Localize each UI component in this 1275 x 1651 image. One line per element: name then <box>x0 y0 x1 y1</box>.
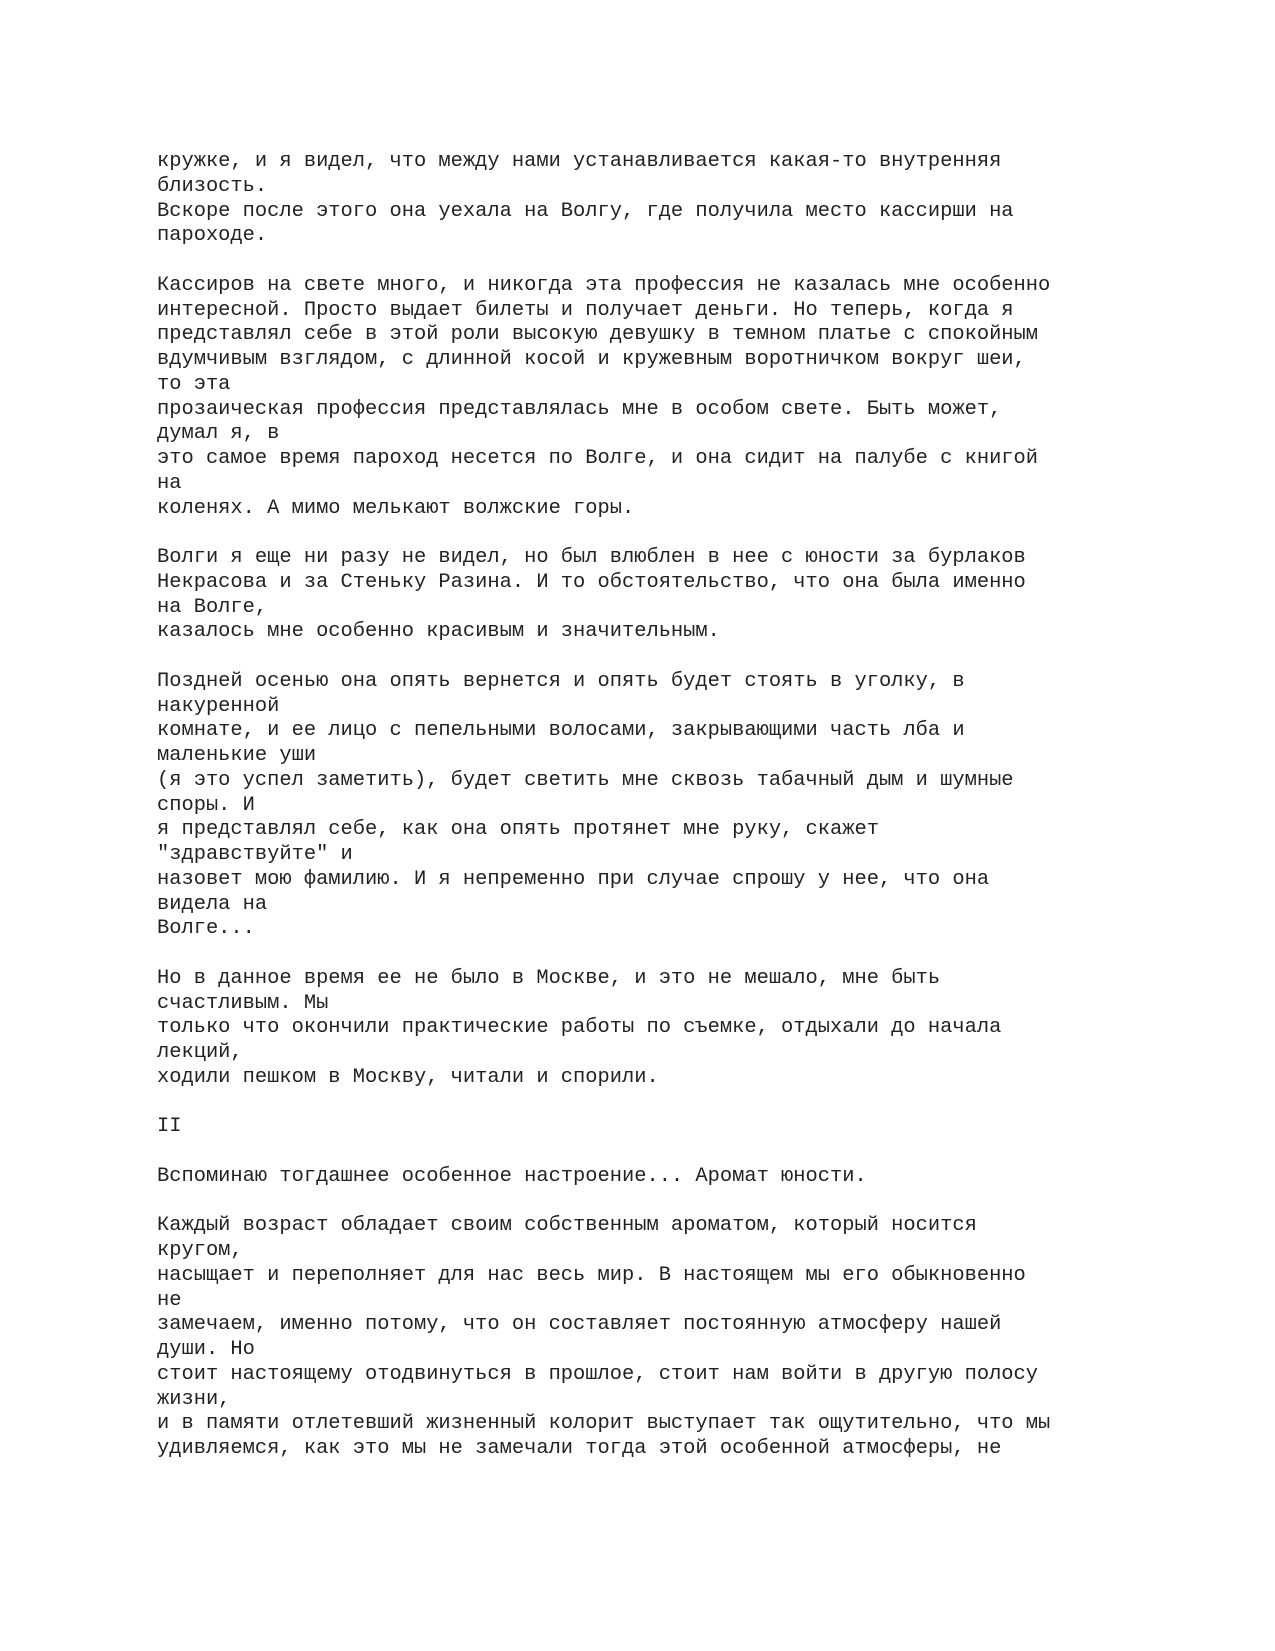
text-line: казалось мне особенно красивым и значительным. <box>157 620 720 644</box>
text-line: видела на <box>157 892 268 916</box>
text-line: удивляемся, как это мы не замечали тогда этой особенной атмосферы, не <box>157 1437 1002 1460</box>
text-line: ходили пешком в Москву, читали и спорили. <box>157 1065 659 1089</box>
text-line: лекций, <box>157 1041 243 1064</box>
paragraph-break <box>157 1091 1237 1116</box>
text-line: замечаем, именно потому, что он составляет постоянную атмосферу нашей <box>157 1313 1002 1337</box>
text-line: (я это успел заметить), будет светить мне сквозь табачный дым и шумные <box>157 768 1014 792</box>
text-line: на <box>157 471 182 495</box>
paragraph-break <box>157 249 1237 274</box>
text-line: назовет мою фамилию. И я непременно при случае спрошу у нее, что она <box>157 867 990 891</box>
text-line: споры. И <box>157 793 255 817</box>
text-line: коленях. А мимо мелькают волжские горы. <box>157 496 635 520</box>
text-line: Волге... <box>157 917 255 941</box>
text-line: это самое время пароход несется по Волге, и она сидит на палубе с книгой <box>157 447 1039 470</box>
text-line: Кассиров на свете много, и никогда эта профессия не казалась мне особенно <box>157 273 1051 297</box>
text-line: не <box>157 1288 182 1312</box>
text-line: Волги я еще ни разу не видел, но был влюблен в нее с юности за бурлаков <box>157 546 1026 569</box>
text-line: Вспоминаю тогдашнее особенное настроение... Аромат юности. <box>157 1164 867 1188</box>
text-line: пароходе. <box>157 224 268 248</box>
text-line: Вскоре после этого она уехала на Волгу, где получила место кассирши на <box>157 199 1014 223</box>
paragraph-break <box>157 645 1237 670</box>
text-line: счастливым. Мы <box>157 991 329 1015</box>
text-line: Каждый возраст обладает своим собственным ароматом, который носится <box>157 1214 977 1238</box>
text-line: накуренной <box>157 694 280 718</box>
text-line: представлял себе в этой роли высокую девушку в темном платье с спокойным <box>157 323 1039 347</box>
text-line: интересной. Просто выдает билеты и получает деньги. Но теперь, когда я <box>157 298 1014 322</box>
text-line: кругом, <box>157 1239 243 1262</box>
text-line: вдумчивым взглядом, с длинной косой и кружевным воротничком вокруг шеи, <box>157 348 1026 371</box>
text-line: Некрасова и за Стеньку Разина. И то обстоятельство, что она была именно <box>157 570 1026 594</box>
paragraph-break <box>157 1190 1237 1215</box>
document-body-text <box>157 150 1237 1462</box>
text-line: и в памяти отлетевший жизненный колорит выступает так ощутительно, что мы <box>157 1412 1051 1436</box>
text-line: насыщает и переполняет для нас весь мир. В настоящем мы его обыкновенно <box>157 1263 1026 1287</box>
paragraph-break <box>157 1140 1237 1165</box>
text-line: думал я, в <box>157 422 280 446</box>
paragraph-break <box>157 942 1237 967</box>
text-line: маленькие уши <box>157 744 317 767</box>
text-line: стоит настоящему отодвинуться в прошлое, стоит нам войти в другую полосу <box>157 1362 1039 1386</box>
text-line: я представлял себе, как она опять протянет мне руку, скажет <box>157 818 879 842</box>
text-line: комнате, и ее лицо с пепельными волосами, закрывающими часть лба и <box>157 719 965 743</box>
text-line: души. Но <box>157 1338 255 1361</box>
paragraph-break <box>157 521 1237 546</box>
text-line: прозаическая профессия представлялась мне в особом свете. Быть может, <box>157 397 1002 421</box>
text-line: жизни, <box>157 1387 231 1411</box>
text-line: то эта <box>157 372 231 396</box>
text-line: только что окончили практические работы по съемке, отдыхали до начала <box>157 1016 1002 1040</box>
text-line: Поздней осенью она опять вернется и опять будет стоять в уголку, в <box>157 669 965 693</box>
text-line: II <box>157 1115 182 1139</box>
text-line: близость. <box>157 174 268 198</box>
text-line: на Волге, <box>157 595 268 619</box>
text-line: кружке, и я видел, что между нами устанавливается какая-то внутренняя <box>157 150 1002 173</box>
text-line: Но в данное время ее не было в Москве, и это не мешало, мне быть <box>157 966 941 990</box>
text-line: "здравствуйте" и <box>157 843 353 866</box>
